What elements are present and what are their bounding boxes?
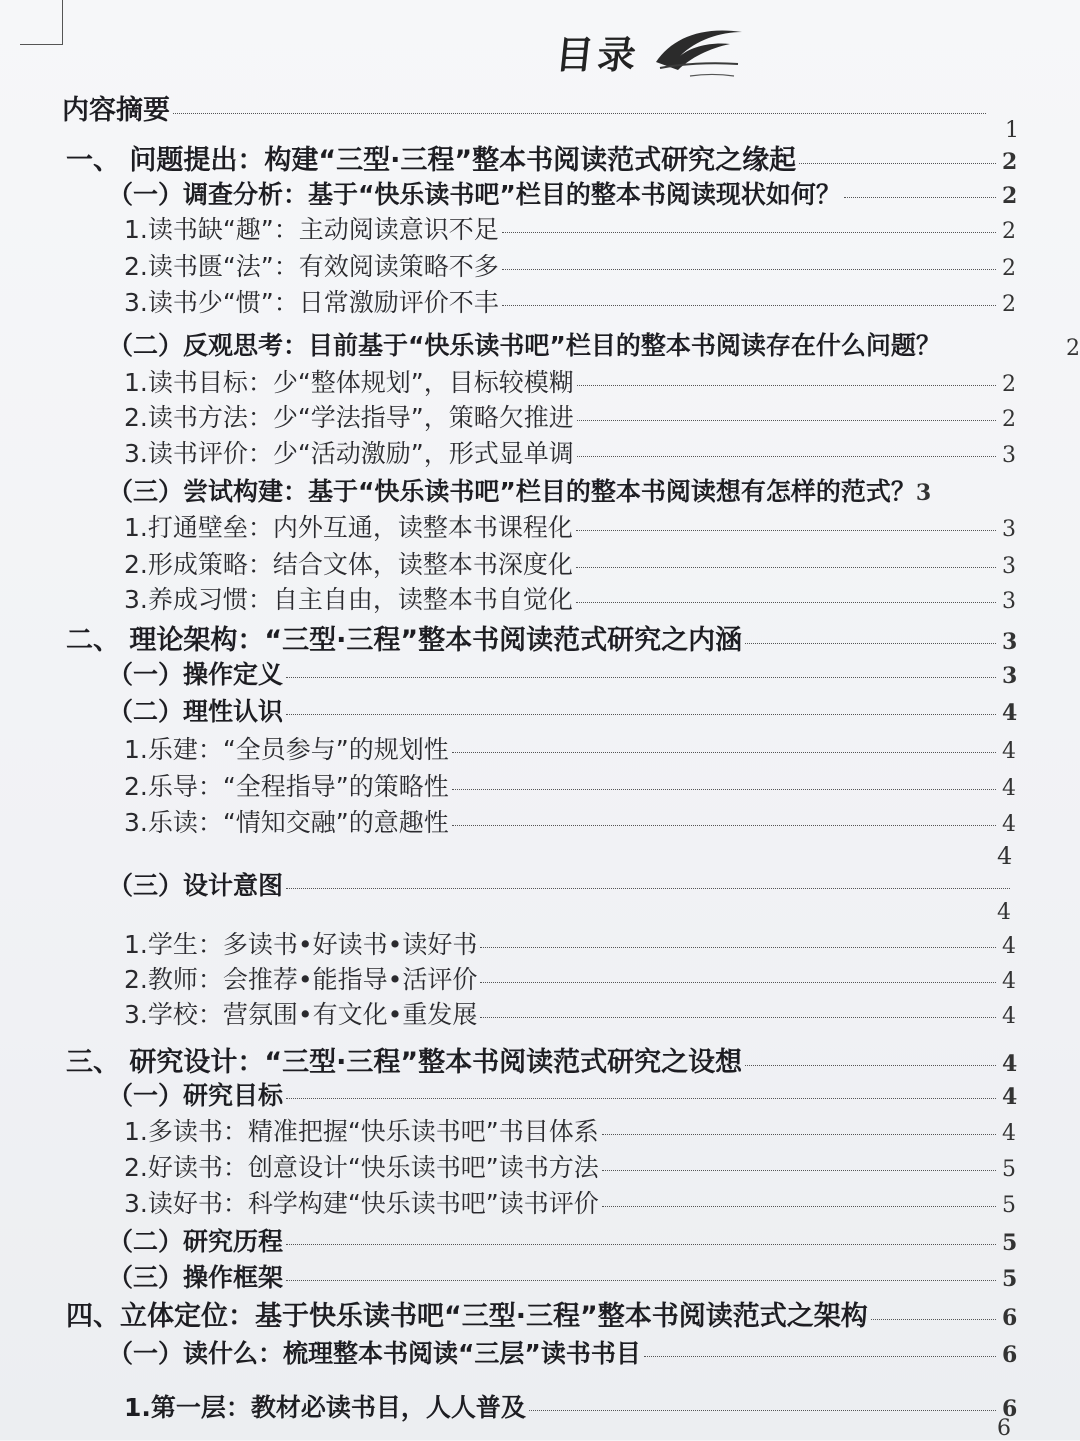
toc-entry-text: 3.读书少“惯”：日常激励评价不丰 [124,288,499,317]
toc-entry-text: （三）设计意图 [108,871,284,900]
toc-page-number: 4 [1002,776,1016,801]
toc-entry-text: 内容摘要 [62,95,170,126]
toc-page-number: 3 [1002,554,1016,579]
dot-leader [502,232,996,233]
toc-entry-text: 三、 研究设计：“三型·三程”整本书阅读范式研究之设想 [66,1047,743,1078]
dot-leader [286,888,1010,889]
toc-entry-text: 1.乐建：“全员参与”的规划性 [124,735,449,764]
toc-entry[interactable] [124,508,1016,544]
toc-entry-text: 2.好读书：创意设计“快乐读书吧”读书方法 [124,1153,599,1182]
toc-entry[interactable] [108,866,1016,902]
dot-leader [844,197,996,198]
toc-page-number: 6 [1002,1396,1018,1422]
crop-mark [20,0,63,45]
toc-page-number: 6 [1002,1342,1018,1368]
toc-entry-text: 二、 理论架构：“三型·三程”整本书阅读范式研究之内涵 [66,625,743,656]
dot-leader [745,1065,996,1066]
toc-entry-text: 3.读书评价：少“活动激励”，形式显单调 [124,439,574,468]
toc-entry[interactable] [66,138,1016,177]
dot-leader [577,420,996,421]
dot-leader [452,825,996,826]
dot-leader [602,1206,996,1207]
toc-entry-text: 2.乐导：“全程指导”的策略性 [124,772,449,801]
toc-entry-text: 1.打通壁垒：内外互通，读整本书课程化 [124,513,573,542]
toc-entry[interactable] [66,618,1016,657]
toc-entry[interactable] [124,767,1016,803]
dot-leader [576,530,996,531]
toc-entry[interactable] [108,655,1016,691]
toc-entry-text: 2.形成策略：结合文体，读整本书深度化 [124,550,573,579]
dot-leader [745,643,996,644]
toc-page-number: 3 [1002,517,1016,542]
dot-leader [286,1244,996,1245]
toc-entry-text: 1.多读书：精准把握“快乐读书吧”书目体系 [124,1117,599,1146]
toc-entry[interactable] [66,1040,1016,1079]
toc-page-number: 4 [1002,1084,1018,1110]
toc-entry-text: （二）反观思考：目前基于“快乐读书吧”栏目的整本书阅读存在什么问题？ [108,331,941,360]
dot-leader [576,602,996,603]
toc-page-number: 5 [1002,1266,1018,1292]
toc-page-number: 3 [915,480,932,506]
toc-entry[interactable] [108,1334,1016,1370]
dot-leader [286,1098,996,1099]
toc-entry[interactable] [124,803,1016,839]
toc-entry[interactable] [124,730,1016,766]
toc-title-text: 目录 [553,32,643,77]
toc-entry-text: 1.读书缺“趣”：主动阅读意识不足 [124,215,499,244]
toc-entry[interactable] [124,995,1016,1031]
toc-entry[interactable] [108,472,1016,508]
toc-page-number: 3 [1002,443,1016,468]
toc-entry-text: 1.读书目标：少“整体规划”，目标较模糊 [124,368,574,397]
toc-entry[interactable] [124,1148,1016,1184]
toc-page-number: 4 [1002,1004,1016,1029]
dot-leader [480,982,996,983]
toc-entry-text: （三）操作框架 [108,1263,284,1292]
toc-entry-text: 3.养成习惯：自主自由，读整本书自觉化 [124,585,573,614]
toc-page-number: 4 [1002,1051,1018,1077]
toc-page-number: 4 [1002,1121,1016,1146]
toc-entry-text: （一）读什么：梳理整本书阅读“三层”读书书目 [108,1339,641,1368]
toc-entry[interactable] [108,1222,1016,1258]
toc-entry-text: 一、 问题提出：构建“三型·三程”整本书阅读范式研究之缘起 [66,145,797,176]
toc-page-number: 2 [1002,219,1016,244]
toc-entry[interactable] [108,1258,1016,1294]
dot-leader [602,1170,996,1171]
toc-entry[interactable] [124,580,1016,616]
toc-entry-text: （一）操作定义 [108,660,284,689]
dot-leader [480,947,996,948]
dot-leader [644,1356,996,1357]
toc-entry-text: 2.读书方法：少“学法指导”，策略欠推进 [124,403,574,432]
toc-entry[interactable] [108,692,1016,728]
toc-page-number: 4 [997,900,1011,925]
toc-page-number: 5 [1002,1193,1016,1218]
toc-entry-text: （一）调查分析：基于“快乐读书吧”栏目的整本书阅读现状如何？ [108,180,841,209]
toc-entry[interactable] [62,88,992,127]
toc-page-number: 3 [1002,663,1018,689]
dot-leader [529,1410,996,1411]
toc-entry-text: （二）研究历程 [108,1227,284,1256]
toc-entry[interactable] [124,210,1016,246]
dot-leader [286,714,996,715]
dot-leader [502,269,996,270]
toc-page-number: 4 [997,842,1013,870]
toc-entry[interactable] [66,1294,1016,1333]
toc-page-number: 2 [1002,292,1016,317]
toc-page-number: 5 [1002,1157,1016,1182]
toc-page-number: 4 [1002,934,1016,959]
toc-page-number: 2 [1002,183,1018,209]
toc-entry[interactable] [124,1388,1016,1424]
toc-page-number: 4 [1002,812,1016,837]
toc-page-number: 2 [1066,336,1080,361]
toc-page-number: 1 [1005,118,1019,143]
dot-leader [577,385,996,386]
toc-entry[interactable] [124,363,1016,399]
toc-page-number: 6 [1002,1305,1018,1331]
toc-entry[interactable] [124,545,1016,581]
toc-page-number: 6 [997,1416,1011,1441]
dot-leader [576,567,996,568]
dot-leader [480,1017,996,1018]
toc-page-number: 3 [1002,629,1018,655]
toc-entry-text: （三）尝试构建：基于“快乐读书吧”栏目的整本书阅读想有怎样的范式？ [108,477,916,506]
toc-page-number: 4 [1002,739,1016,764]
toc-entry[interactable] [124,283,1016,319]
toc-page-number: 3 [1002,589,1016,614]
toc-entry-text: 3.读好书：科学构建“快乐读书吧”读书评价 [124,1189,599,1218]
toc-page-number: 4 [1002,700,1018,726]
toc-entry-text: （一）研究目标 [108,1081,284,1110]
toc-entry[interactable] [124,1184,1016,1220]
toc-page-number: 4 [1002,969,1016,994]
dot-leader [286,1280,996,1281]
dot-leader [799,163,996,164]
toc-entry-text: 3.乐读：“情知交融”的意趣性 [124,808,449,837]
toc-page-number: 2 [1002,372,1016,397]
dot-leader [502,305,996,306]
dot-leader [602,1134,996,1135]
dot-leader [286,677,996,678]
dot-leader [173,113,986,114]
toc-title [553,18,746,82]
toc-page-number: 2 [1002,149,1018,175]
toc-entry[interactable] [124,960,1016,996]
toc-entry[interactable] [124,1112,1016,1148]
dot-leader [452,789,996,790]
toc-entry[interactable] [108,326,1028,362]
toc-entry[interactable] [124,925,1016,961]
toc-entry-text: 四、立体定位：基于快乐读书吧“三型·三程”整本书阅读范式之架构 [66,1301,868,1332]
toc-page-number: 5 [1002,1230,1018,1256]
toc-entry[interactable] [124,434,1016,470]
dot-leader [871,1319,996,1320]
dot-leader [452,752,996,753]
toc-entry[interactable] [124,398,1016,434]
toc-entry[interactable] [108,1076,1016,1112]
dot-leader [577,456,996,457]
toc-entry[interactable] [108,175,1016,211]
toc-page-number: 2 [1002,407,1016,432]
brush-ornament-icon [650,18,746,82]
toc-entry-text: 1.学生：多读书•好读书•读好书 [124,930,478,959]
toc-entry-text: 1.第一层：教材必读书目，人人普及 [124,1393,526,1422]
toc-entry-text: 3.学校：营氛围•有文化•重发展 [124,1000,478,1029]
toc-entry-text: （二）理性认识 [108,697,284,726]
toc-page-number: 2 [1002,256,1016,281]
toc-entry-text: 2.教师：会推荐•能指导•活评价 [124,965,478,994]
toc-entry-text: 2.读书匮“法”：有效阅读策略不多 [124,252,499,281]
toc-entry[interactable] [124,247,1016,283]
